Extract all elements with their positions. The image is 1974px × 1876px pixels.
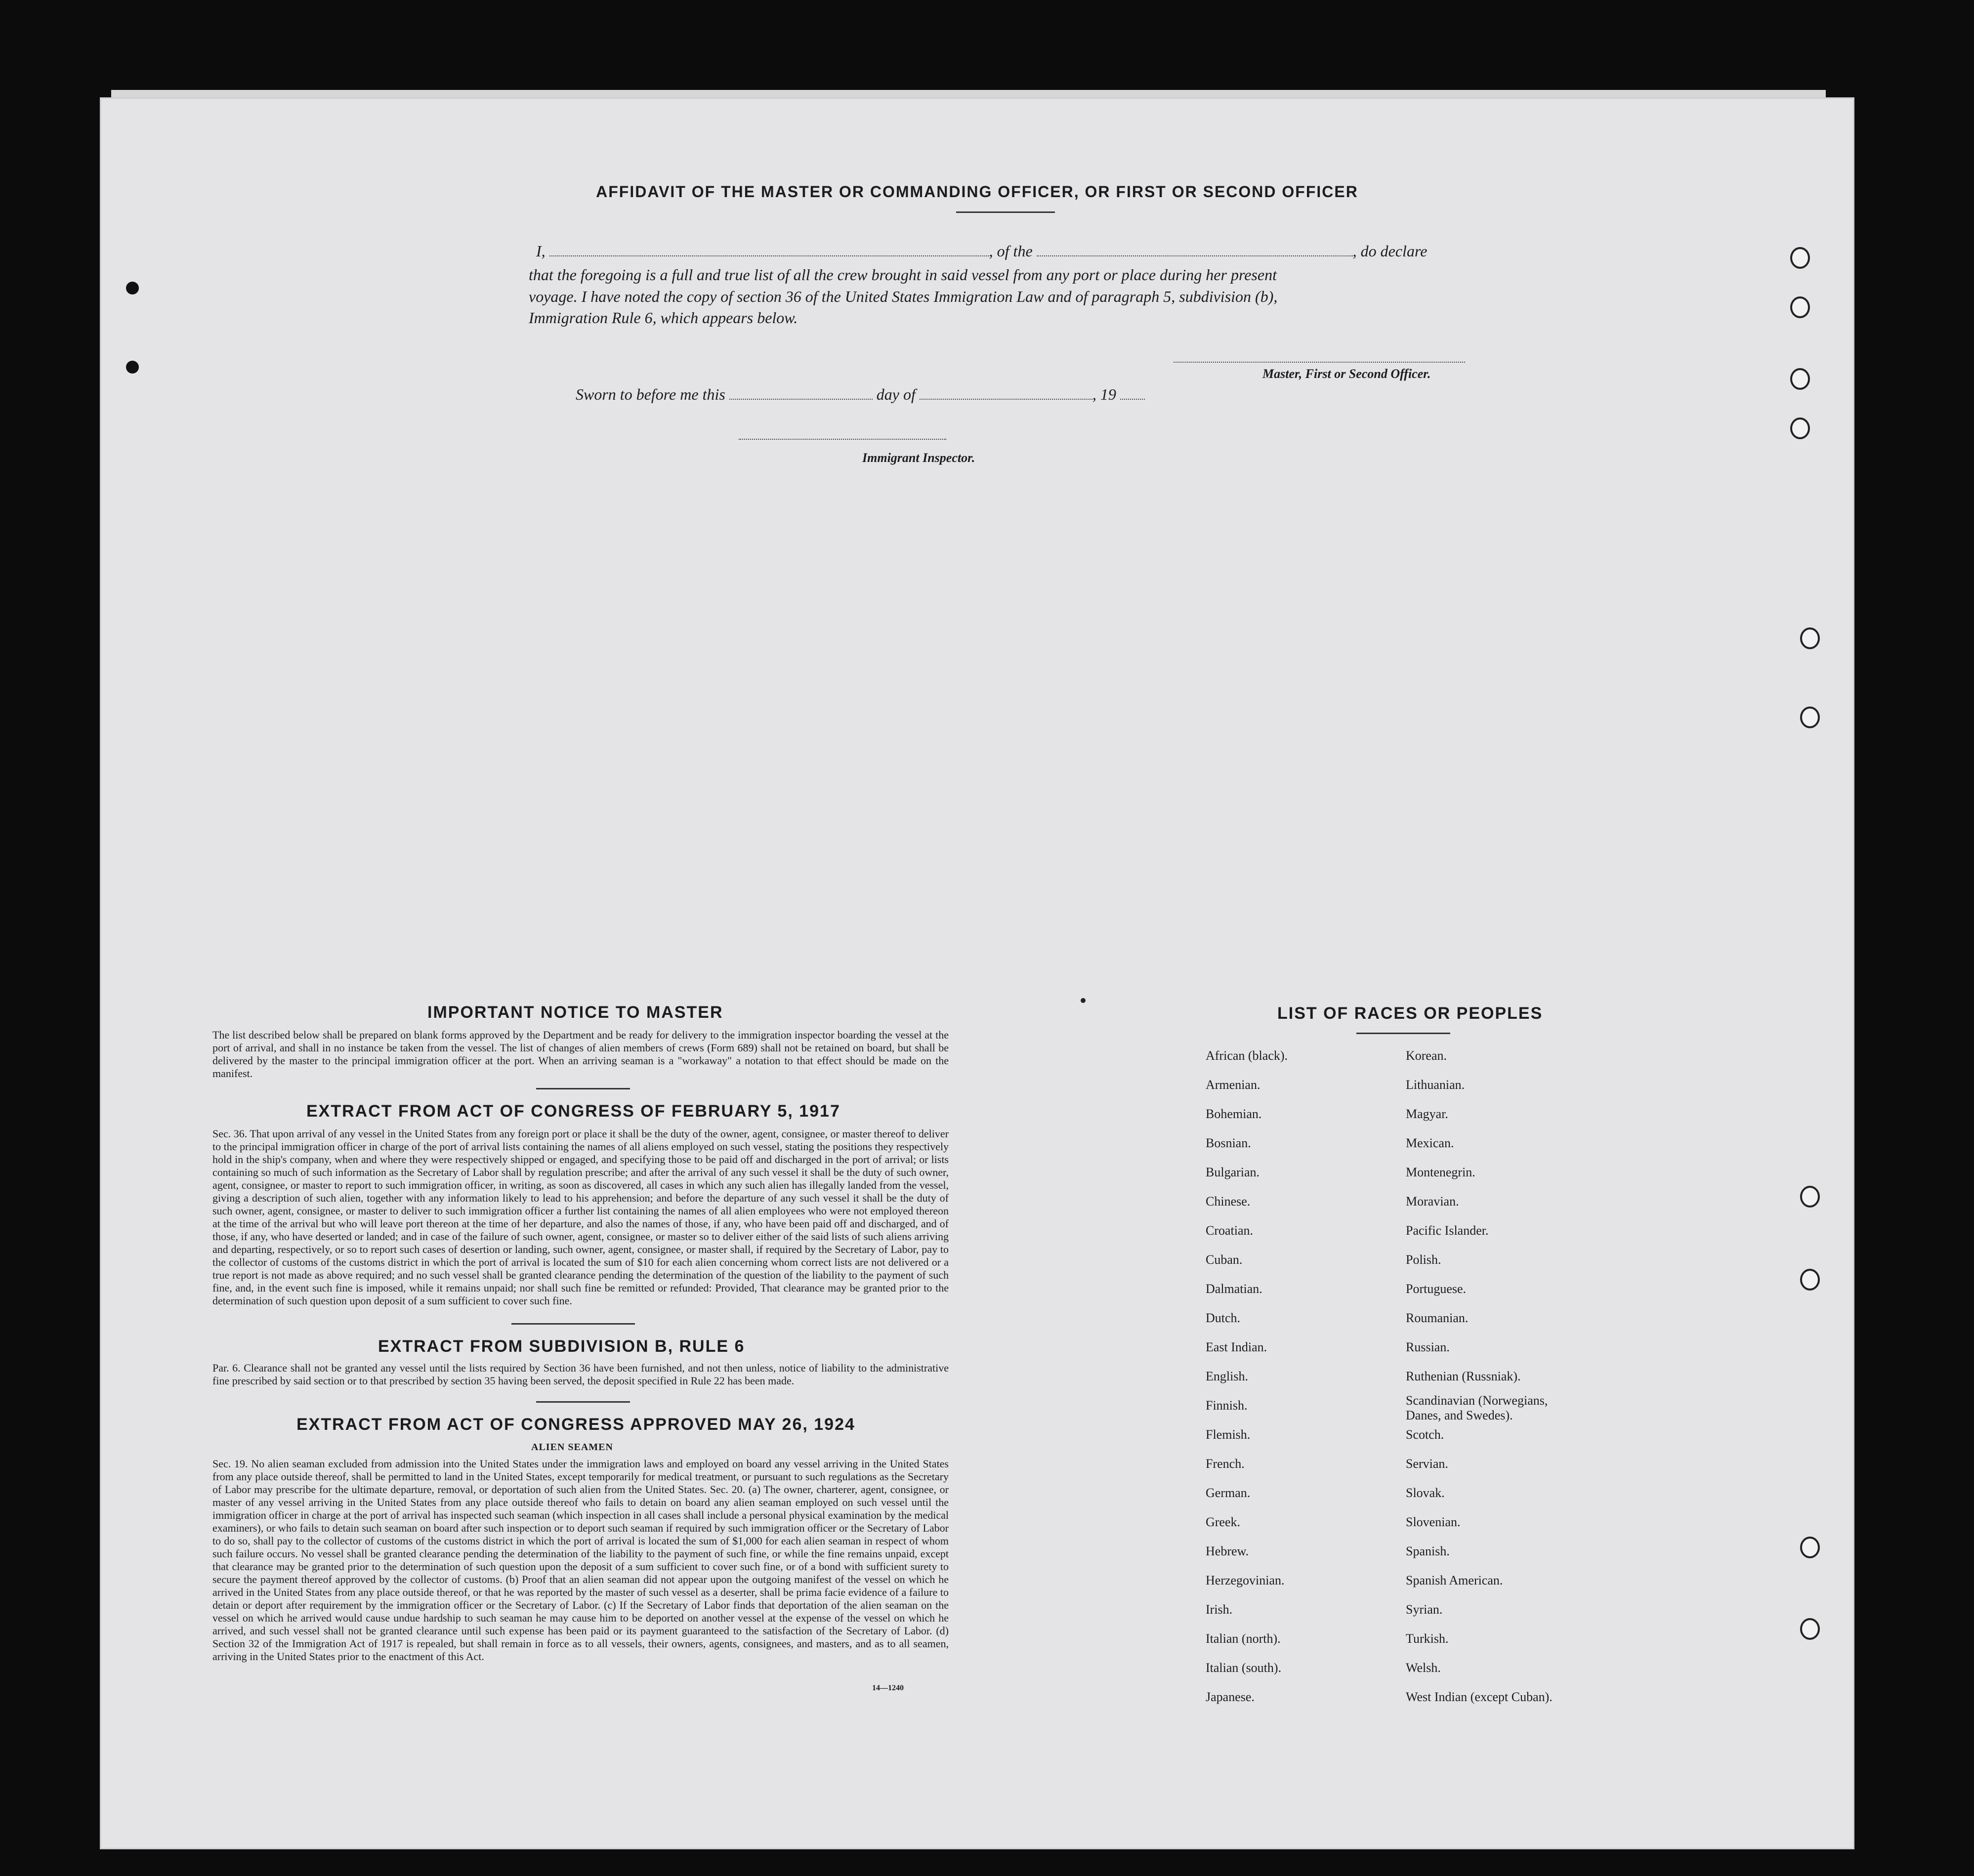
race-right: Scotch. [1406,1427,1444,1442]
race-right: Magyar. [1406,1107,1448,1121]
alien-seamen-subheading: ALIEN SEAMEN [531,1442,613,1453]
extract-1917-text: Sec. 36. That upon arrival of any vessel in the United States from any foreign port or place it shall be the duty of the owner, agent, consignee, or master thereof to deliver to the principal immigration officer in charge of the port of arrival lists containing the names of all aliens employed on such vessel, stating the positions they respectively hold in the ship's company, when and where they were respectively shipped or engaged, and specifying those to be paid off and discharged in the port of arrival; or lists containing so much of such information as the Secretary of Labor shall by regulation prescribe; and after the arrival of any such vessel it shall be the duty of such owner, agent, consignee, or master to report to such immigration officer, in writing, as soon as discovered, all cases in which any such alien has illegally landed from the vessel, giving a description of such alien, together with any information likely to lead to his apprehension; and before the departure of any such vessel it shall be the duty of such owner, agent, consignee, or master to deliver to such immigration officer a further list containing the names of all alien employees who were not employed thereon at the time of the arrival but who will leave port thereon at the time of her departure, and also the names of those, if any, who have been paid off and discharged, and of those, if any, who have deserted or landed; and in case of the failure of such owner, agent, consignee, or master so to deliver either of the said lists of such aliens arriving and departing, respectively, or so to report such cases of desertion or landing, such owner, agent, consignee, or master shall, if required by the Secretary of Labor, pay to the collector of customs of the customs district in which the port of arrival is located the sum of $10 for each alien concerning whom correct lists are not delivered or a true report is not made as above required; and no such vessel shall be granted clearance pending the determination of the question of the liability to the payment of such fine, and, in the event such fine is imposed, while it remains unpaid; nor shall such fine be remitted or refunded: Provided, That clearance may be granted prior to the determination of such question upon deposit of a sum sufficient to cover such fine. [212,1127,949,1307]
notice-text: The list described below shall be prepared on blank forms approved by the Department and be ready for delivery to the immigration inspector boarding the vessel at the port of arrival, and shall in no instance be taken from the vessel. The list of changes of alien members of crews (Form 689) shall not be retained on board, but shall be delivered by the master to the principal immigration officer at the port. When an arriving seaman is a "workaway" a notation to that effect should be made on the manifest. [212,1029,949,1080]
affidavit-line2: that the foregoing is a full and true list of all the crew brought in said vessel from any port or place during her present [529,266,1277,284]
binder-hole [1800,1618,1820,1640]
race-left: Dutch. [1206,1311,1241,1325]
race-left: German. [1206,1486,1251,1500]
race-right: Polish. [1406,1252,1441,1267]
race-left: Greek. [1206,1515,1241,1529]
race-left: Bohemian. [1206,1107,1262,1121]
affidavit-i: I, [536,242,546,260]
race-left: Irish. [1206,1602,1233,1617]
day-blank [729,399,873,400]
rule6-text: Par. 6. Clearance shall not be granted any vessel until the lists required by Section 36 have been furnished, and not then unless, notice of liability to the administrative fine prescribed by said section or to that prescribed by section 35 having been served, the deposit specified in Rule 22 has been made. [212,1362,949,1387]
year-label: , 19 [1092,385,1116,403]
rule6-rule [536,1401,630,1403]
master-signature-line [1174,362,1465,363]
binder-hole [1790,417,1810,439]
race-right: Syrian. [1406,1602,1443,1617]
race-left: Chinese. [1206,1194,1251,1209]
punch-mark [126,361,139,374]
race-left: Italian (south). [1206,1661,1282,1675]
race-right: Lithuanian. [1406,1078,1465,1092]
sworn-line [576,385,1145,404]
race-right: Russian. [1406,1340,1450,1354]
affidavit-do-declare: , do declare [1352,242,1428,260]
race-right: Pacific Islander. [1406,1223,1489,1238]
race-right: Korean. [1406,1048,1447,1063]
affidavit-line1 [536,242,1427,260]
binder-hole [1800,707,1820,728]
heading-rule [956,211,1055,213]
extract-1917-heading: EXTRACT FROM ACT OF CONGRESS OF FEBRUARY 5, 1917 [306,1102,840,1121]
race-right: Servian. [1406,1457,1448,1471]
race-left: Cuban. [1206,1252,1243,1267]
affidavit-heading: AFFIDAVIT OF THE MASTER OR COMMANDING OFFICER, OR FIRST OR SECOND OFFICER [596,183,1358,201]
race-right: Ruthenian (Russniak). [1406,1369,1521,1383]
race-right: Spanish. [1406,1544,1450,1558]
inspector-signature-line [739,439,946,440]
day-of-label: day of [876,385,916,403]
race-right: Moravian. [1406,1194,1459,1209]
affidavit-line3: voyage. I have noted the copy of section 36 of the United States Immigration Law and of paragraph 5, subdivision (b), [529,288,1278,305]
binder-hole [1800,1537,1820,1558]
extract-1924-text: Sec. 19. No alien seaman excluded from admission into the United States under the immigration laws and employed on board any vessel arriving in the United States from any place outside thereof, shall be permitted to land in the United States, except temporarily for medical treatment, or pursuant to such regulations as the Secretary of Labor may prescribe for the ultimate departure, removal, or deportation of such alien from the United States. Sec. 20. (a) The owner, charterer, agent, consignee, or master of any vessel arriving in the United States from any place outside thereof who fails to detain on board any alien seaman employed on such vessel until the immigration officer in charge at the port of arrival has inspected such seaman (which inspection in all cases shall include a personal physical examination by the medical examiners), or who fails to detain such seaman on board after such inspection or to deport such seaman if required by such immigration officer or the Secretary of Labor to do so, shall pay to the collector of customs of the customs district in which the port of arrival is located the sum of $1,000 for each alien seaman in respect of whom such failure occurs. No vessel shall be granted clearance pending the determination of the liability to the payment of such fine, or while the fine remains unpaid, except that clearance may be granted prior to the determination of such question upon the deposit of a sum sufficient to cover such fine, or of a bond with sufficient surety to secure the payment thereof approved by the collector of customs. (b) Proof that an alien seaman did not appear upon the outgoing manifest of the vessel on which he arrived in the United States from any place outside thereof, or that he was reported by the master of such vessel as a deserter, shall be prima facie evidence of a failure to detain or deport after requirement by the immigration officer or the Secretary of Labor. (c) If the Secretary of Labor finds that deportation of the alien seaman on the vessel on which he arrived would cause undue hardship to such seaman he may cause him to be deported on another vessel at the expense of the vessel on which he arrived, and such vessel shall not be granted clearance until such expense has been paid or its payment guaranteed to the satisfaction of the Secretary of Labor. (d) Section 32 of the Immigration Act of 1917 is repealed, but shall remain in force as to all vessels, their owners, agents, consignees, and masters, and as to all seamen, arriving in the United States prior to the enactment of this Act. [212,1458,949,1663]
races-heading: LIST OF RACES OR PEOPLES [1277,1004,1543,1023]
race-right: Turkish. [1406,1631,1449,1646]
race-left: Herzegovinian. [1206,1573,1285,1587]
races-rule [1356,1033,1450,1034]
race-left: Bulgarian. [1206,1165,1260,1179]
race-right: West Indian (except Cuban). [1406,1690,1553,1704]
inspector-label: Immigrant Inspector. [862,451,975,465]
notice-heading: IMPORTANT NOTICE TO MASTER [427,1003,723,1022]
master-signature-label: Master, First or Second Officer. [1262,367,1431,381]
extract-1924-heading: EXTRACT FROM ACT OF CONGRESS APPROVED MAY 26, 1924 [296,1415,855,1434]
race-right: Welsh. [1406,1661,1441,1675]
binder-hole [1800,627,1820,649]
race-right: Slovak. [1406,1486,1445,1500]
race-left: East Indian. [1206,1340,1267,1354]
sworn-label: Sworn to before me this [576,385,725,403]
vessel-blank [1037,255,1353,256]
binder-hole [1800,1186,1820,1208]
race-left: Croatian. [1206,1223,1254,1238]
affidavit-of-the: , of the [989,242,1033,260]
race-left: English. [1206,1369,1248,1383]
year-blank [1120,399,1145,400]
form-number: 14—1240 [872,1684,904,1692]
binder-hole [1800,1269,1820,1291]
race-right: Portuguese. [1406,1282,1467,1296]
ink-dot [1081,998,1086,1003]
race-left: African (black). [1206,1048,1288,1063]
punch-mark [126,282,139,294]
race-left: Finnish. [1206,1398,1248,1413]
race-left: Flemish. [1206,1427,1251,1442]
race-left: Hebrew. [1206,1544,1249,1558]
race-right: Spanish American. [1406,1573,1503,1587]
month-blank [920,399,1092,400]
binder-hole [1790,247,1810,269]
rule6-heading: EXTRACT FROM SUBDIVISION B, RULE 6 [378,1337,745,1356]
race-right: Mexican. [1406,1136,1454,1150]
race-left: Armenian. [1206,1078,1260,1092]
form-page [101,99,1853,1848]
binder-hole [1790,368,1810,390]
extract-1917-rule [511,1323,635,1325]
race-left: Italian (north). [1206,1631,1281,1646]
race-left: Dalmatian. [1206,1282,1262,1296]
affidavit-line4: Immigration Rule 6, which appears below. [529,309,798,327]
notice-rule [536,1088,630,1089]
name-blank [549,255,989,256]
race-right: Scandinavian (Norwegians, Danes, and Swedes). [1406,1393,1548,1422]
race-left: French. [1206,1457,1245,1471]
race-left: Japanese. [1206,1690,1255,1704]
race-right: Roumanian. [1406,1311,1469,1325]
race-left: Bosnian. [1206,1136,1251,1150]
binder-hole [1790,296,1810,318]
race-right: Montenegrin. [1406,1165,1475,1179]
race-right: Slovenian. [1406,1515,1461,1529]
